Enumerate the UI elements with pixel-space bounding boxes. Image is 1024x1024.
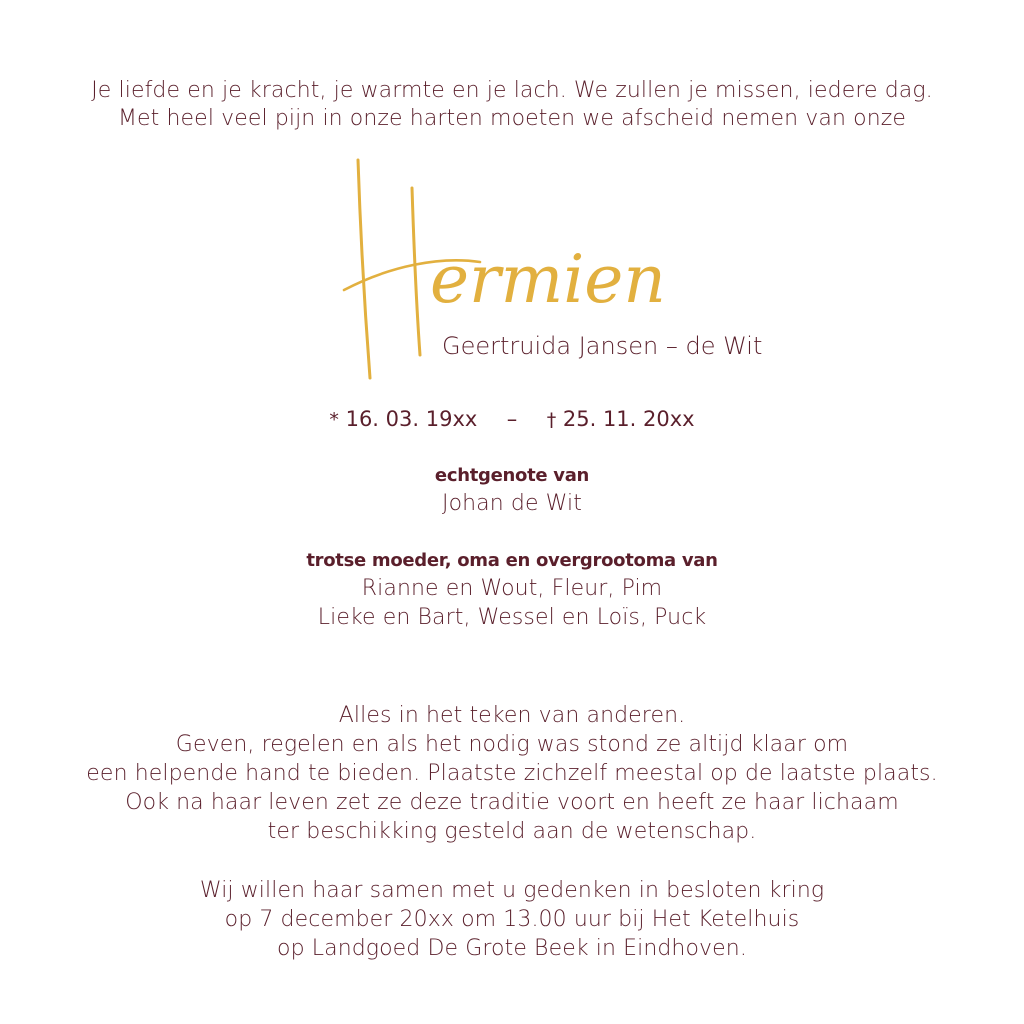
tribute-line: Alles in het teken van anderen. bbox=[338, 703, 686, 728]
tribute-line: een helpende hand te bieden. Plaatste zichzelf meestal op de laatste plaats. bbox=[86, 761, 938, 786]
spouse-name: Johan de Wit bbox=[441, 491, 582, 516]
death-date: 25. 11. 20xx bbox=[562, 407, 695, 431]
service-line: op 7 december 20xx om 13.00 uur bij Het Ketelhuis bbox=[224, 907, 800, 932]
date-separator: – bbox=[506, 407, 518, 431]
intro-line-1: Je liefde en je kracht, je warmte en je lach. We zullen je missen, iedere dag. bbox=[91, 78, 933, 103]
birth-symbol: * bbox=[329, 409, 339, 431]
life-dates bbox=[0, 405, 1024, 434]
tribute-line: Ook na haar leven zet ze deze traditie voort en heeft ze haar lichaam bbox=[125, 790, 899, 815]
family-line-2: Lieke en Bart, Wessel en Loïs, Puck bbox=[317, 605, 707, 630]
service-line: Wij willen haar samen met u gedenken in besloten kring bbox=[199, 878, 825, 903]
service-line: op Landgoed De Grote Beek in Eindhoven. bbox=[277, 936, 747, 961]
tribute-line: ter beschikking gesteld aan de wetenschap. bbox=[267, 819, 757, 844]
death-symbol: † bbox=[546, 409, 557, 431]
intro-line-2: Met heel veel pijn in onze harten moeten we afscheid nemen van onze bbox=[117, 106, 907, 131]
tribute-line: Geven, regelen en als het nodig was stond ze altijd klaar om bbox=[175, 732, 849, 757]
full-name: Geertruida Jansen – de Wit bbox=[442, 332, 763, 360]
birth-date: 16. 03. 19xx bbox=[345, 407, 478, 431]
svg-text:ermien: ermien bbox=[430, 241, 666, 318]
family-line-1: Rianne en Wout, Fleur, Pim bbox=[361, 576, 663, 601]
family-heading: trotse moeder, oma en overgrootoma van bbox=[306, 550, 718, 571]
spouse-heading: echtgenote van bbox=[434, 465, 590, 486]
